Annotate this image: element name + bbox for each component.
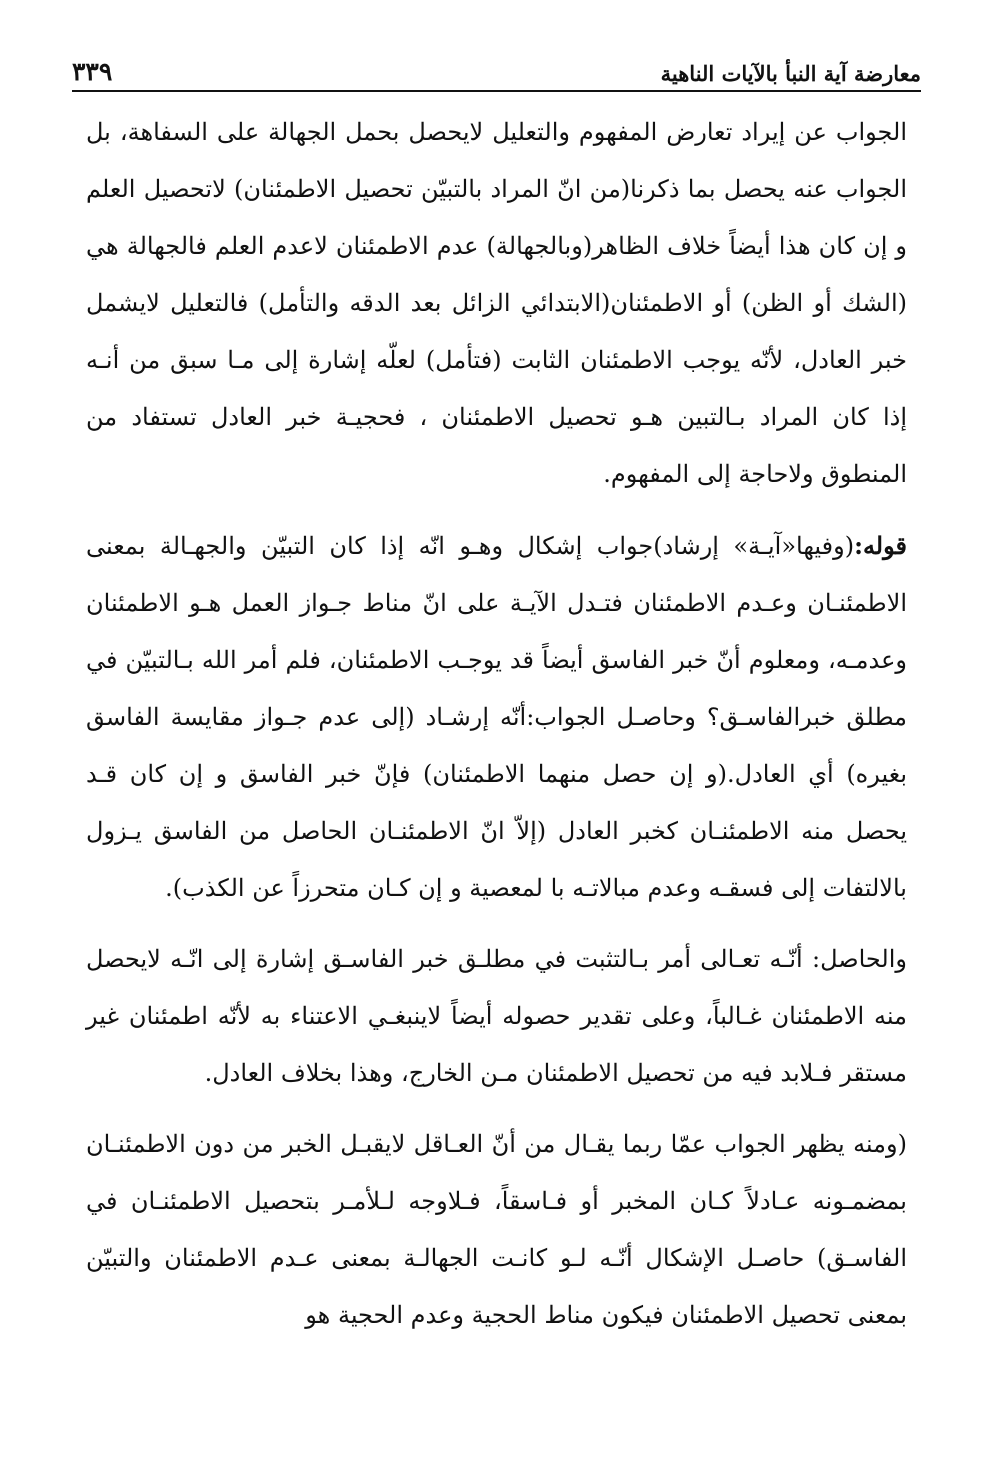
paragraph-3-text: والحاصل: أنّـه تعـالى أمر بـالتثبت في مطلـق خبر الفاسـق إشارة إلى انّـه لايحصل منه الاطمئنان غـالباً، وعلى تقدير حصوله أيضاً لاينبغـي الاعتناء به لأنّه اطمئنان غير مستقر فـلابد فيه من تحصيل الاطمئنان مـن الخارج، وهذا بخلاف العادل. <box>86 945 907 1087</box>
paragraph-2-text: (وفيها«آيـة» إرشاد)جواب إشكال وهـو انّه إذا كان التبيّن والجهـالة بمعنى الاطمئنـان وعـدم الاطمئنان فتـدل الآيـة على انّ مناط جـواز العمل هـو الاطمئنان وعدمـه، ومعلوم أنّ خبر الفاسق أيضاً قد يوجـب الاطمئنان، فلم أمر الله بـالتبيّن في مطلق خبرالفاسـق؟ وحاصـل الجواب:أنّه إرشـاد (إلى عدم جـواز مقايسة الفاسق بغيره) أي العادل.(و إن حصل منهما الاطمئنان) فإنّ خبر الفاسق و إن كان قـد يحصل منه الاطمئنـان كخبر العادل (إلاّ انّ الاطمئنـان الحاصل من الفاسق يـزول بالالتفات إلى فسقـه وعدم مبالاتـه با لمعصية و إن كـان متحرزاً عن الكذب). <box>86 532 907 902</box>
paragraph-1-text: الجواب عن إيراد تعارض المفهوم والتعليل لايحصل بحمل الجهالة على السفاهة، بل الجواب عنه يحصل بما ذكرنا(من انّ المراد بالتبيّن تحصيل الاطمئنان) لاتحصيل العلم و إن كان هذا أيضاً خلاف الظاهر(وبالجهالة) عدم الاطمئنان لاعدم العلم فالجهالة هي (الشك أو الظن) أو الاطمئنان(الابتدائي الزائل بعد الدقه والتأمل) فالتعليل لايشمل خبر العادل، لأنّه يوجب الاطمئنان الثابت (فتأمل) لعلّه إشارة إلى مـا سبق من أنـه إذا كان المراد بـالتبين هـو تحصيل الاطمئنان ، فحجيـة خبر العادل تستفاد من المنطوق ولاحاجة إلى المفهوم. <box>86 118 907 488</box>
page-number: ٣٣٩ <box>72 57 113 86</box>
running-title: معارضة آية النبأ بالآيات الناهية <box>660 61 921 86</box>
body-text <box>86 104 907 1344</box>
paragraph-2-lead: قوله: <box>854 531 907 560</box>
page-header <box>72 40 921 92</box>
paragraph-2 <box>86 517 907 917</box>
paragraph-4-text: (ومنه يظهر الجواب عمّا ربما يقـال من أنّ العـاقل لايقبـل الخبر من دون الاطمئنـان بمضمـونه عـادلاً كـان المخبر أو فـاسقاً، فـلاوجه لـلأمـر بتحصيل الاطمئنـان في الفاسـق) حاصـل الإشكال أنّـه لـو كانـت الجهالـة بمعنى عـدم الاطمئنان والتبيّن بمعنى تحصيل الاطمئنان فيكون مناط الحجية وعدم الحجية هو <box>86 1130 908 1329</box>
paragraph-1 <box>86 104 907 503</box>
paragraph-4 <box>86 1116 907 1344</box>
paragraph-3 <box>86 931 907 1102</box>
